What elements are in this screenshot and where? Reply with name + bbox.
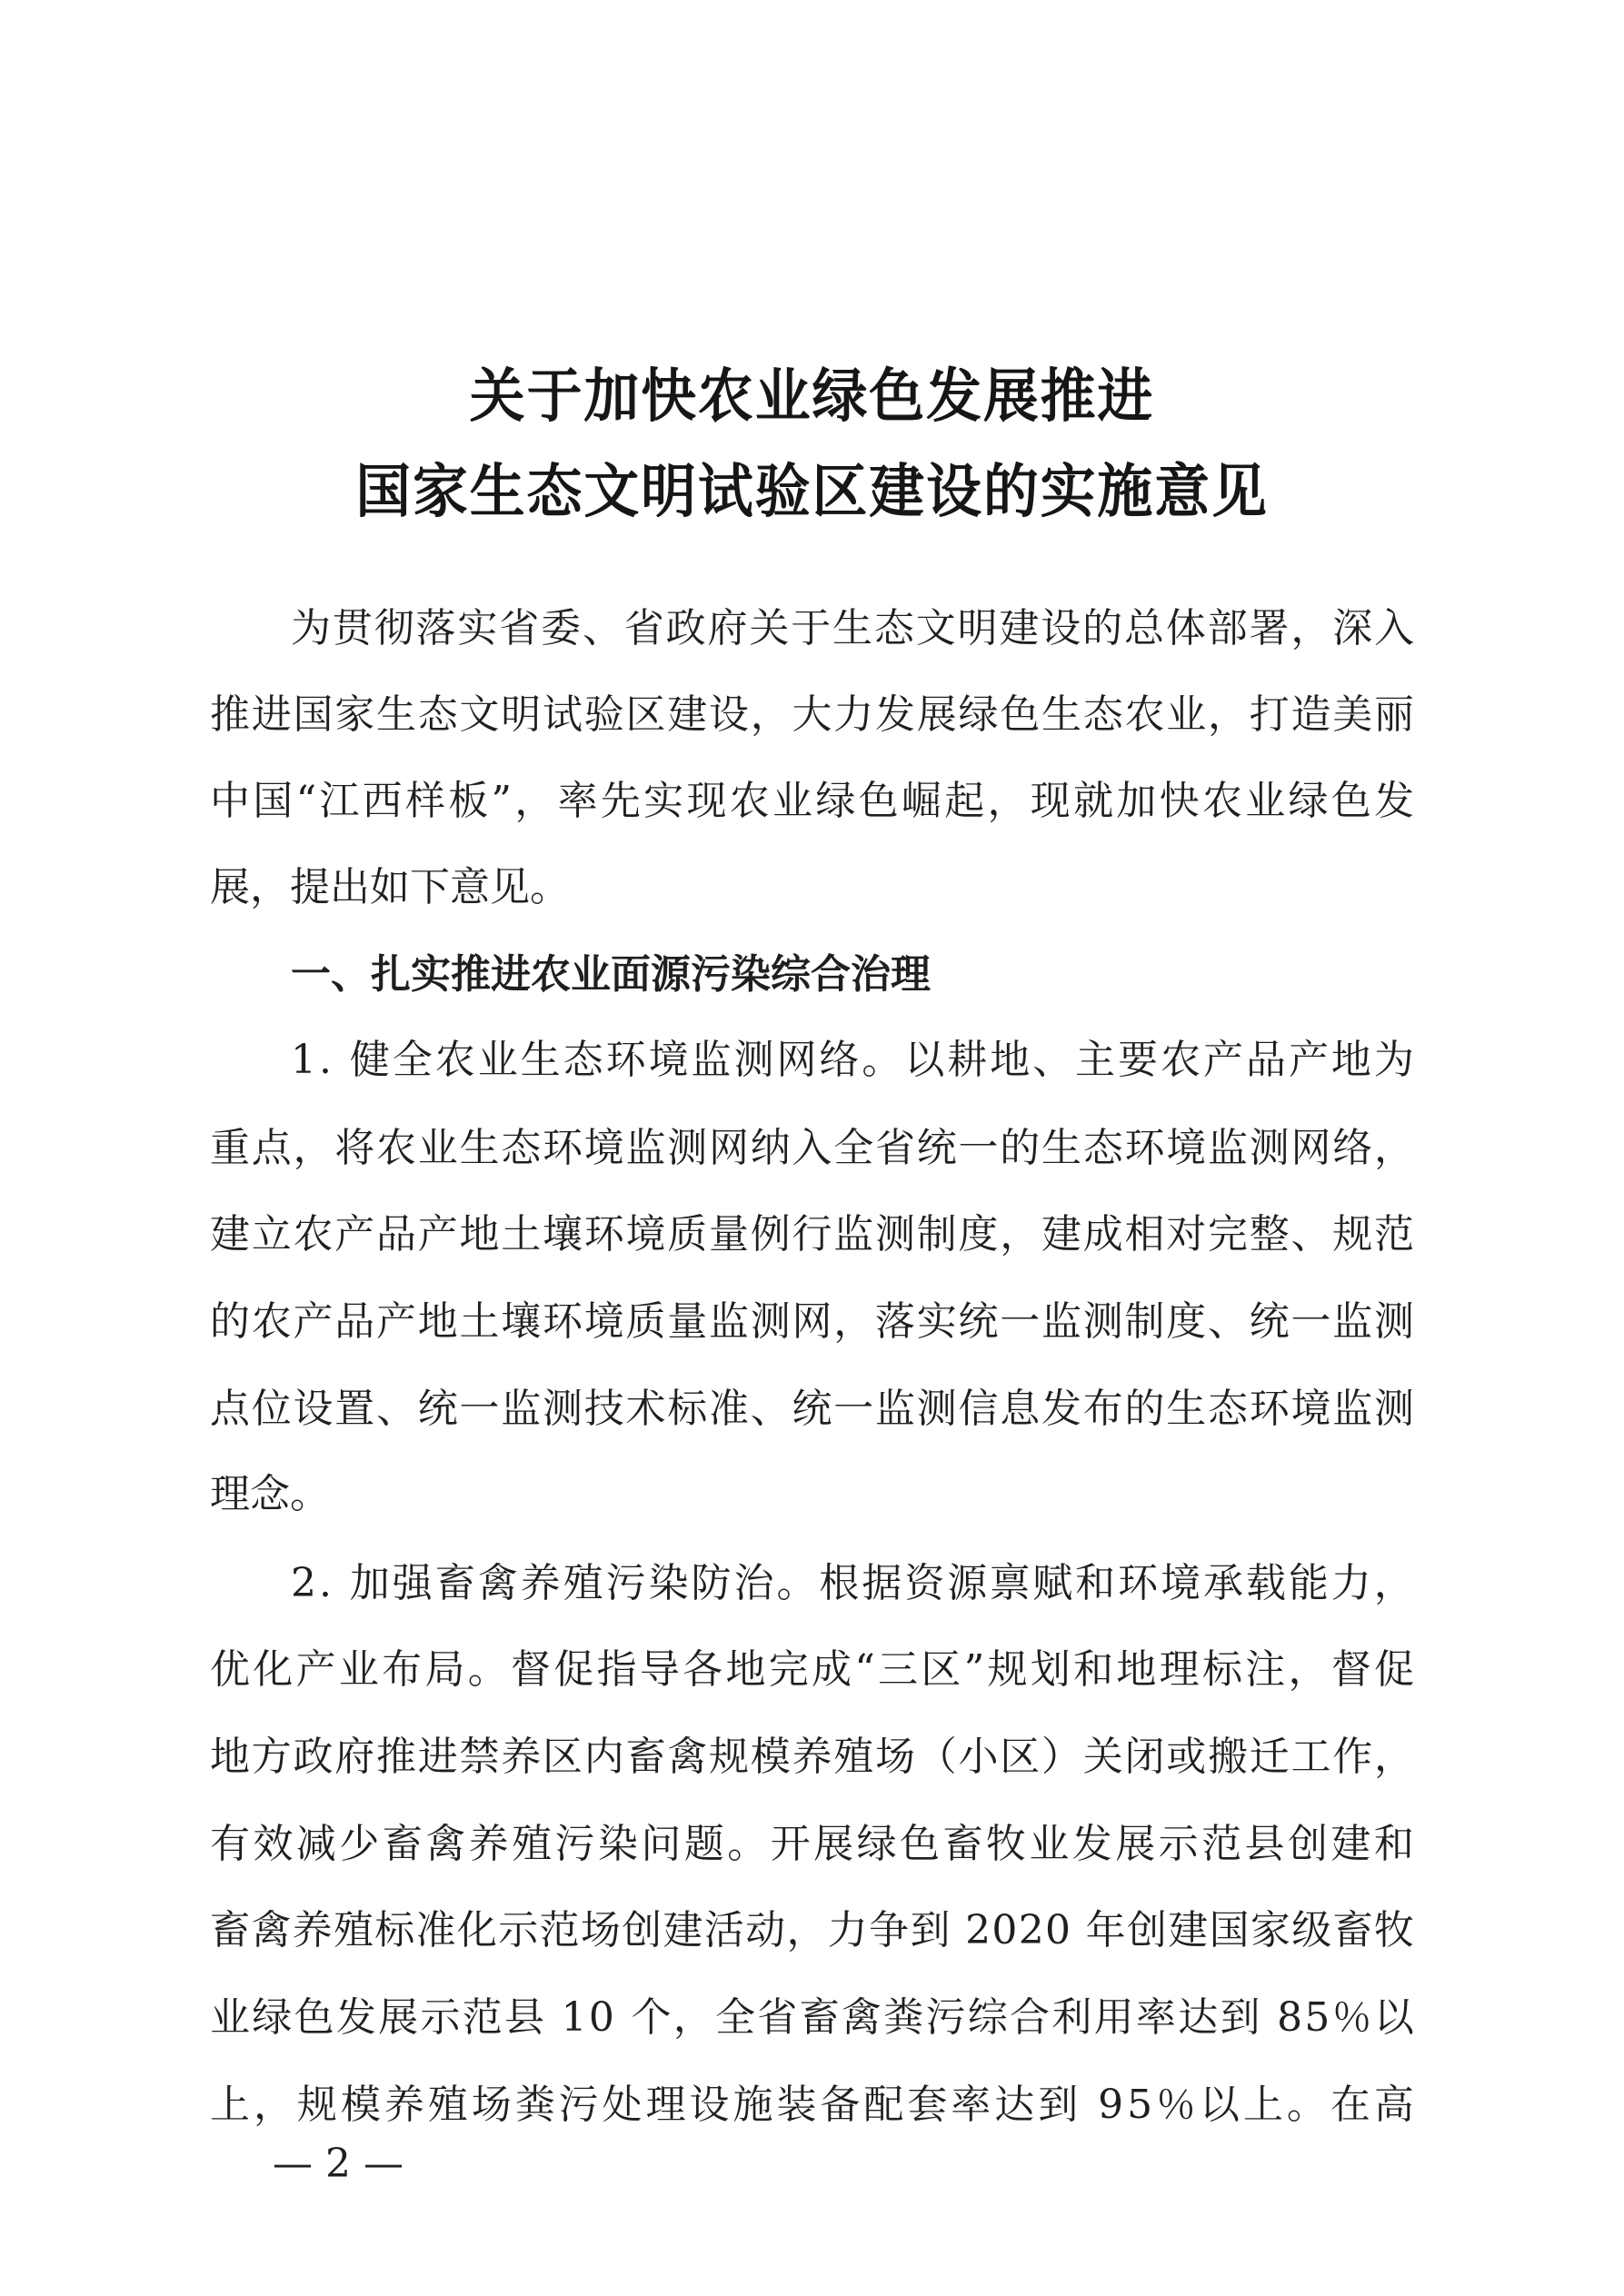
document-title-line-2: 国家生态文明试验区建设的实施意见: [355, 459, 1269, 526]
paragraph-line: 理念。: [210, 1471, 330, 1517]
paragraph-line: 地方政府推进禁养区内畜禽规模养殖场（小区）关闭或搬迁工作，: [210, 1734, 1416, 1780]
paragraph-line: 的农产品产地土壤环境质量监测网，落实统一监测制度、统一监测: [210, 1298, 1416, 1345]
section-heading: 一、扎实推进农业面源污染综合治理: [291, 951, 931, 998]
paragraph-line: 有效减少畜禽养殖污染问题。开展绿色畜牧业发展示范县创建和: [210, 1821, 1418, 1867]
paragraph-line: 点位设置、统一监测技术标准、统一监测信息发布的生态环境监测: [210, 1386, 1416, 1432]
page-number: — 2 —: [273, 2141, 404, 2187]
document-title-line-1: 关于加快农业绿色发展推进: [469, 363, 1155, 431]
paragraph-line: 中国“江西样板”，率先实现农业绿色崛起，现就加快农业绿色发: [210, 778, 1418, 824]
paragraph-line: 1. 健全农业生态环境监测网络。以耕地、主要农产品产地为: [291, 1037, 1417, 1083]
paragraph-line: 展，提出如下意见。: [210, 864, 570, 910]
paragraph-line: 重点，将农业生态环境监测网纳入全省统一的生态环境监测网络，: [210, 1125, 1416, 1171]
paragraph-line: 为贯彻落实省委、省政府关于生态文明建设的总体部署，深入: [291, 605, 1416, 651]
paragraph-line: 畜禽养殖标准化示范场创建活动，力争到 2020 年创建国家级畜牧: [210, 1907, 1416, 1953]
paragraph-line: 业绿色发展示范县 10 个，全省畜禽粪污综合利用率达到 85％以: [210, 1994, 1417, 2041]
paragraph-line: 优化产业布局。督促指导各地完成“三区”规划和地理标注，督促: [210, 1646, 1418, 1693]
paragraph-line: 2. 加强畜禽养殖污染防治。根据资源禀赋和环境承载能力，: [291, 1560, 1417, 1606]
paragraph-line: 建立农产品产地土壤环境质量例行监测制度，建成相对完整、规范: [210, 1211, 1416, 1257]
paragraph-line: 推进国家生态文明试验区建设，大力发展绿色生态农业，打造美丽: [210, 691, 1416, 738]
paragraph-line: 上，规模养殖场粪污处理设施装备配套率达到 95％以上。在高: [210, 2082, 1418, 2128]
